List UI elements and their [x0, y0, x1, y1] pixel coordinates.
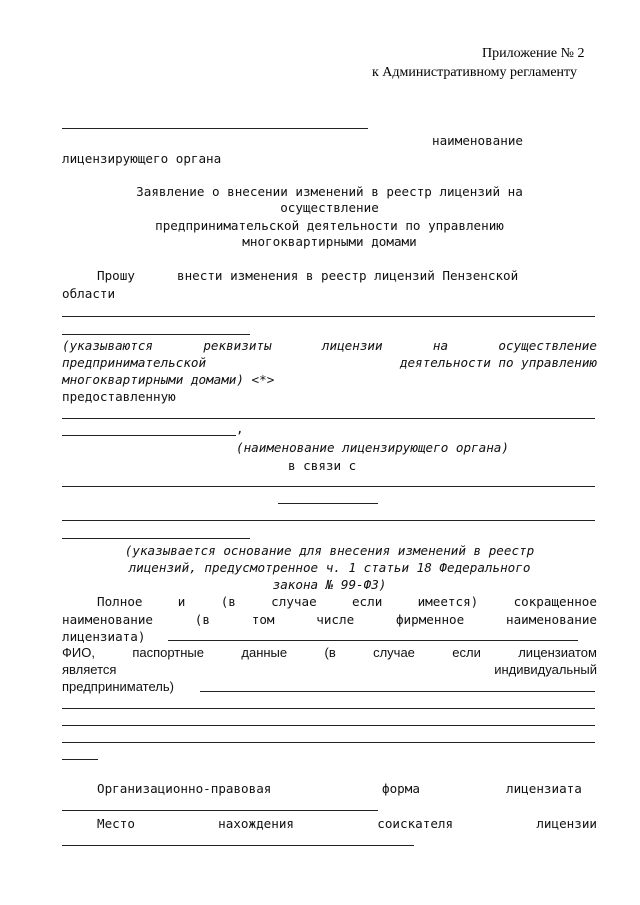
word: (в — [220, 594, 236, 609]
fio-row-3: предприниматель) — [62, 679, 174, 694]
license-hint-row-2 — [62, 355, 597, 370]
recipient-org-label: лицензирующего органа — [62, 151, 222, 166]
fullname-row-3: лицензиата) — [62, 629, 146, 644]
word: том — [251, 612, 275, 627]
word: соискателя — [377, 816, 454, 831]
provided-label: предоставленную — [62, 389, 176, 404]
fullname-row-2 — [62, 612, 597, 627]
basis-hint-line-1: (указывается основание для внесения изменений в реестр — [124, 543, 535, 558]
word: если — [351, 594, 383, 609]
fio-field[interactable] — [200, 691, 595, 692]
fullname-field[interactable] — [168, 640, 578, 641]
word: числе — [316, 612, 355, 627]
orgform-word: форма — [382, 781, 420, 796]
recipient-org-field[interactable] — [62, 128, 368, 129]
hint-word: деятельности по управлению — [399, 355, 597, 370]
title-line-3: предпринимательской деятельности по управлению — [155, 218, 504, 233]
word: наименование — [506, 612, 597, 627]
word: и — [177, 594, 186, 609]
fio-field-3[interactable] — [62, 725, 595, 726]
word: данные — [241, 645, 288, 660]
license-details-field[interactable] — [62, 316, 595, 317]
appendix-reference: к Административному регламенту — [372, 65, 577, 80]
title-line-1: Заявление о внесении изменений в реестр лицензий на — [136, 184, 523, 199]
comma: , — [236, 421, 244, 436]
location-field[interactable] — [62, 845, 414, 846]
word: фирменное — [395, 612, 465, 627]
request-text: внести изменения в реестр лицензий Пензенской — [177, 268, 519, 283]
license-details-field-cont[interactable] — [62, 334, 250, 335]
fio-field-5[interactable] — [62, 759, 98, 760]
request-word: Прошу — [97, 268, 135, 283]
word: лицензии — [536, 816, 597, 831]
fullname-row-1 — [97, 594, 597, 609]
hint-word: лицензии — [321, 338, 383, 353]
word: если — [452, 645, 481, 660]
orgform-field[interactable] — [62, 810, 378, 811]
word: паспортные — [132, 645, 205, 660]
hint-word: предпринимательской — [62, 355, 207, 370]
hint-word: реквизиты — [203, 338, 272, 353]
basis-field-1[interactable] — [62, 486, 595, 487]
fio-row-2 — [62, 662, 597, 677]
fio-row-1 — [62, 645, 597, 660]
licensing-body-field-cont[interactable] — [62, 435, 236, 436]
word: Место — [97, 816, 135, 831]
hint-word: (указываются — [62, 338, 153, 353]
fio-field-4[interactable] — [62, 742, 595, 743]
fio-field-2[interactable] — [62, 708, 595, 709]
basis-hint-line-2: лицензий, предусмотренное ч. 1 статьи 18 Федерального — [128, 560, 531, 575]
word: индивидуальный — [494, 662, 597, 677]
due-to-label: в связи с — [288, 458, 357, 473]
hint-word: осуществление — [498, 338, 597, 353]
license-hint-row-3: многоквартирными домами) <*> — [62, 372, 275, 387]
title-line-4: многоквартирными домами — [242, 234, 417, 249]
appendix-number: Приложение № 2 — [482, 46, 585, 61]
basis-field-2[interactable] — [278, 503, 378, 504]
basis-hint-line-3: закона № 99-ФЗ) — [272, 577, 387, 592]
title-line-2: осуществление — [280, 200, 379, 215]
license-hint-row-1 — [62, 338, 597, 353]
recipient-name-label: наименование — [432, 133, 523, 148]
basis-field-3[interactable] — [62, 520, 595, 521]
orgform-label: Организационно-правовая — [97, 781, 272, 796]
word: случае — [373, 645, 415, 660]
basis-field-4[interactable] — [62, 538, 250, 539]
word: сокращенное — [513, 594, 597, 609]
org-hint: (наименование лицензирующего органа) — [236, 440, 509, 455]
word: наименование — [62, 612, 153, 627]
licensing-body-field[interactable] — [62, 418, 595, 419]
location-row — [97, 816, 597, 831]
word: является — [62, 662, 117, 677]
word: нахождения — [218, 816, 294, 831]
word: Полное — [97, 594, 143, 609]
word: ФИО, — [62, 645, 95, 660]
hint-word: на — [432, 338, 449, 353]
orgform-word-2: лицензиата — [506, 781, 582, 796]
word: лицензиатом — [518, 645, 597, 660]
word: случае — [271, 594, 317, 609]
request-text-cont: области — [62, 286, 116, 301]
word: (в — [194, 612, 210, 627]
word: (в — [324, 645, 336, 660]
word: имеется) — [417, 594, 479, 609]
